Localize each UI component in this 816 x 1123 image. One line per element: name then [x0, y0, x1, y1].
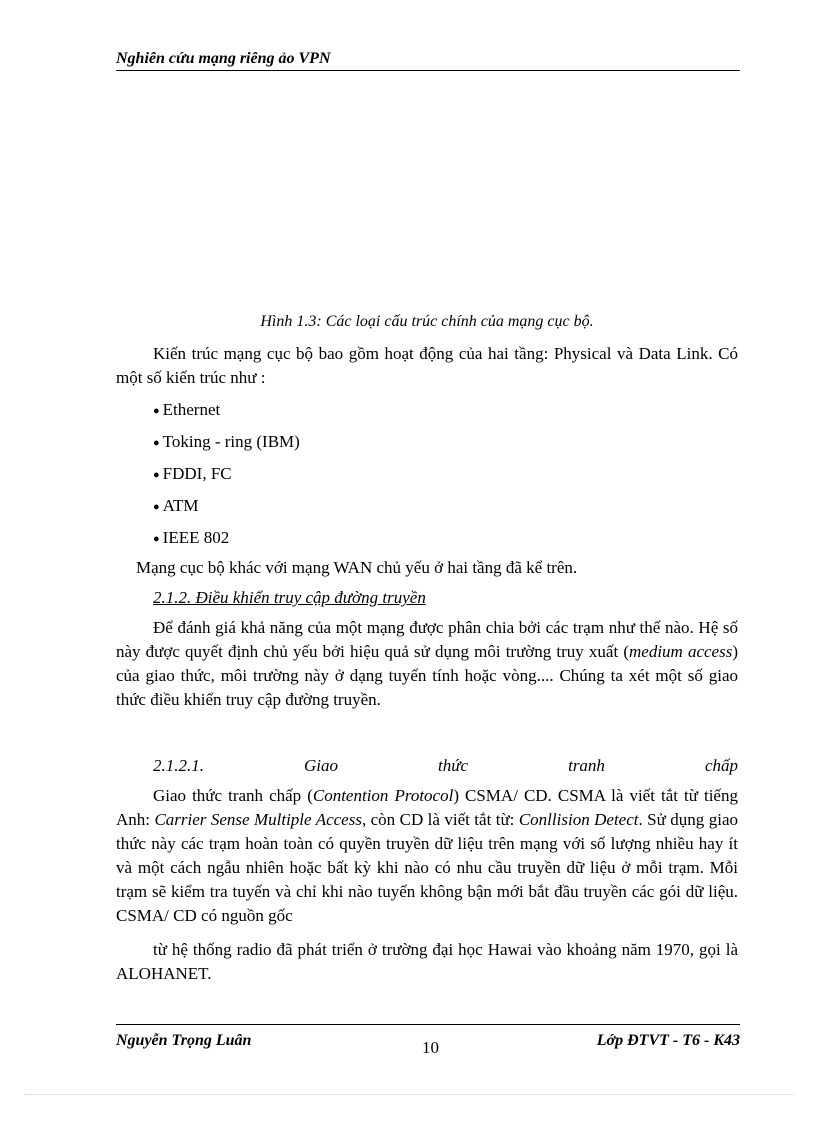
page-number: 10	[422, 1038, 439, 1057]
difference-paragraph: Mạng cục bộ khác với mạng WAN chủ yếu ở hai tầng đã kể trên.	[136, 558, 578, 577]
bullet-icon: ●	[153, 469, 160, 482]
page-bottom-divider	[24, 1094, 794, 1095]
page-header	[116, 50, 740, 71]
subsection-heading: 2.1.2.1. Giao thức tranh chấp	[153, 756, 738, 775]
footer-class: Lớp ĐTVT - T6 - K43	[596, 1032, 740, 1049]
header-title: Nghiên cứu mạng riêng ảo VPN	[116, 50, 331, 67]
list-item: ● Ethernet	[153, 400, 221, 419]
list-item: ● IEEE 802	[153, 528, 230, 547]
history-paragraph: từ hệ thống radio đã phát triển ở trường đại học Hawai vào khoảng năm 1970, gọi là ALOHANET.	[116, 940, 738, 983]
architecture-list	[116, 394, 738, 554]
list-item: ● Toking - ring (IBM)	[153, 432, 300, 451]
list-item: ● FDDI, FC	[153, 464, 232, 483]
bullet-icon: ●	[153, 405, 160, 418]
section-heading: 2.1.2. Điều khiển truy cập đường truyền	[153, 588, 426, 607]
section-paragraph: Để đánh giá khả năng của một mạng được phân chia bởi các trạm như thế nào. Hệ số này được quyết định chủ yếu bởi hiệu quả sử dụng môi trường truy xuất (medium access) của giao thức, môi trường này ở dạng tuyến tính hoặc vòng.... Chúng ta xét một số giao thức điều khiển truy cập đường truyền.	[116, 618, 738, 709]
bullet-icon: ●	[153, 501, 160, 514]
bullet-icon: ●	[153, 533, 160, 546]
page-content	[116, 310, 738, 986]
figure-caption: Hình 1.3: Các loại cấu trúc chính của mạng cục bộ.	[260, 313, 594, 330]
footer-author: Nguyễn Trọng Luân	[116, 1032, 252, 1049]
intro-paragraph: Kiến trúc mạng cục bộ bao gồm hoạt động của hai tầng: Physical và Data Link. Có một số kiến trúc như :	[116, 344, 738, 387]
footer-divider	[116, 1024, 740, 1025]
bullet-icon: ●	[153, 437, 160, 450]
list-item: ● ATM	[153, 496, 199, 515]
contention-paragraph: Giao thức tranh chấp (Contention Protocol) CSMA/ CD. CSMA là viết tắt từ tiếng Anh: Carrier Sense Multiple Access, còn CD là viết tắt từ: Conllision Detect. Sử dụng giao thức này các trạm hoàn toàn có quyền truyền dữ liệu trên mạng với số lượng nhiều hay ít và một cách ngẫu nhiên hoặc bất kỳ khi nào có nhu cầu truyền dữ liệu ở mỗi trạm. Mỗi trạm sẽ kiểm tra tuyến và chỉ khi nào tuyến không bận mới bắt đầu truyền các gói dữ liệu. CSMA/ CD có nguồn gốc	[116, 786, 738, 925]
